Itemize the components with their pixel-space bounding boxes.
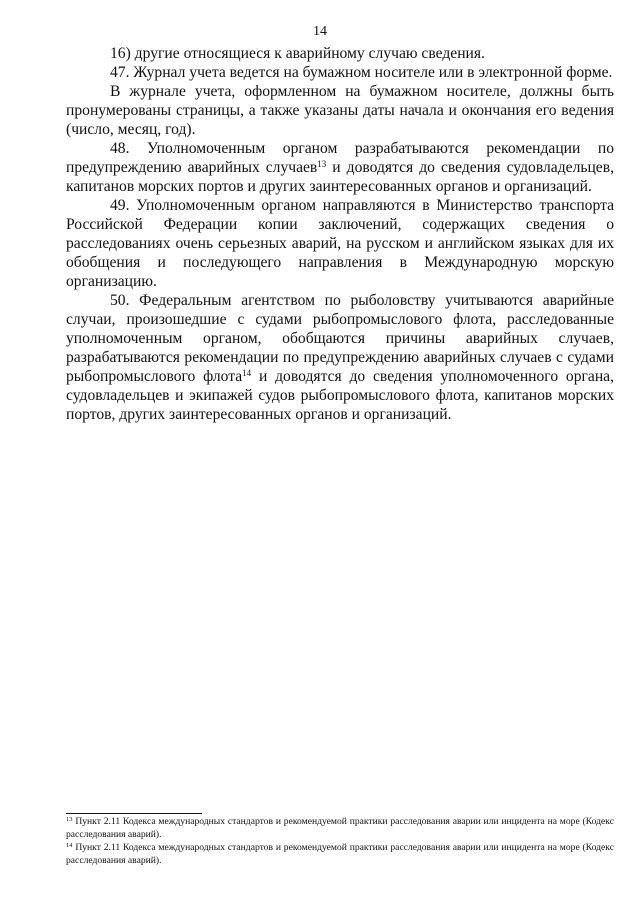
footnote-marker-14: 14 bbox=[66, 842, 73, 849]
paragraph-47: 47. Журнал учета ведется на бумажном носителе или в электронной форме. bbox=[110, 64, 613, 81]
paragraph-50-text-continued: и доводятся до сведения уполномоченного органа, судовладельцев и экипажей судов рыбопромыслового флота, капитанов морских портов, других заинтересованных органов и организаций. bbox=[66, 368, 614, 423]
paragraph-50-text: 50. Федеральным агентством по рыболовству учитываются аварийные случаи, произошедшие с судами рыбопромыслового флота, расследованные уполномоченным органом, обобщаются причины аварийных случаев, разрабатываются рекомендации по предупреждению аварийных случаев с судами рыбопромыслового флота bbox=[66, 292, 614, 385]
paragraph-item-16: 16) другие относящиеся к аварийному случаю сведения. bbox=[110, 45, 485, 62]
paragraph-50 bbox=[66, 291, 614, 424]
footnote-separator bbox=[66, 813, 202, 814]
paragraph-48 bbox=[66, 139, 614, 196]
footnote-14 bbox=[66, 842, 614, 867]
page-number: 14 bbox=[313, 24, 327, 39]
footnote-13 bbox=[66, 816, 614, 841]
document-body bbox=[66, 44, 614, 424]
footnote-ref-13: 13 bbox=[317, 159, 327, 169]
footnote-13-text: Пункт 2.11 Кодекса международных стандартов и рекомендуемой практики расследования аварии или инцидента на море (Кодекс расследования аварий). bbox=[66, 816, 614, 840]
footnote-ref-14: 14 bbox=[242, 368, 252, 378]
footnote-14-text: Пункт 2.11 Кодекса международных стандартов и рекомендуемой практики расследования аварии или инцидента на море (Кодекс расследования аварий). bbox=[66, 842, 614, 866]
footnote-marker-13: 13 bbox=[66, 816, 73, 823]
paragraph-49: 49. Уполномоченным органом направляются в Министерство транспорта Российской Федерации копии заключений, содержащих сведения о расследованиях очень серьезных аварий, на русском и английском языках для их обобщения и последующего направления в Международную морскую организацию. bbox=[66, 197, 614, 290]
paragraph-47-continued: В журнале учета, оформленном на бумажном носителе, должны быть пронумерованы страницы, а также указаны даты начала и окончания его ведения (число, месяц, год). bbox=[66, 83, 614, 138]
paragraph-48-text: 48. Уполномоченным органом разрабатываются рекомендации по предупреждению аварийных случаев bbox=[66, 140, 614, 176]
footnotes bbox=[66, 816, 614, 868]
paragraph-48-text-continued: и доводятся до сведения судовладельцев, капитанов морских портов и других заинтересованных органов и организаций. bbox=[66, 159, 614, 195]
